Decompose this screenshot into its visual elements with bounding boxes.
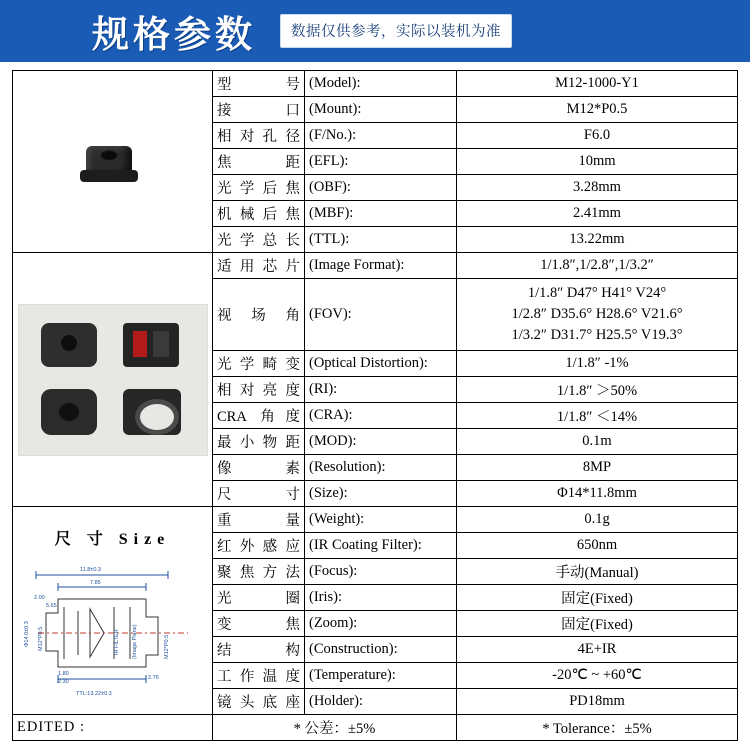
spec-label-en: (Image Format): bbox=[305, 253, 457, 279]
spec-label-en: (Zoom): bbox=[305, 611, 457, 637]
spec-label-en: (Optical Distortion): bbox=[305, 351, 457, 377]
spec-label-en: (FOV): bbox=[305, 279, 457, 351]
spec-label-cn: 型 号 bbox=[213, 71, 305, 97]
spec-label-cn: 重 量 bbox=[213, 507, 305, 533]
spec-value: -20℃ ~ +60℃ bbox=[457, 663, 738, 689]
spec-value: F6.0 bbox=[457, 123, 738, 149]
spec-value: 1/1.8″ ＞50% bbox=[457, 377, 738, 403]
tolerance-en: * Tolerance：±5% bbox=[457, 715, 738, 741]
spec-label-cn: 结 构 bbox=[213, 637, 305, 663]
spec-value: 8MP bbox=[457, 455, 738, 481]
spec-label-en: (Holder): bbox=[305, 689, 457, 715]
page-title: 规格参数 bbox=[92, 13, 256, 56]
svg-text:TTL:13.22±0.3: TTL:13.22±0.3 bbox=[75, 691, 112, 698]
spec-value: M12*P0.5 bbox=[457, 97, 738, 123]
svg-text:2.30: 2.30 bbox=[57, 679, 69, 686]
svg-text:7.85: 7.85 bbox=[89, 580, 101, 587]
spec-label-en: (MOD): bbox=[305, 429, 457, 455]
spec-label-en: (F/No.): bbox=[305, 123, 457, 149]
spec-value: 3.28mm bbox=[457, 175, 738, 201]
spec-label-cn: 镜头底座 bbox=[213, 689, 305, 715]
spec-value: 0.1m bbox=[457, 429, 738, 455]
spec-label-en: (Mount): bbox=[305, 97, 457, 123]
svg-text:M12*P0.5: M12*P0.5 bbox=[163, 634, 170, 660]
spec-label-en: (Temperature): bbox=[305, 663, 457, 689]
spec-label-en: (EFL): bbox=[305, 149, 457, 175]
header-note: 数据仅供参考，实际以装机为准 bbox=[280, 14, 512, 48]
spec-value: 固定(Fixed) bbox=[457, 585, 738, 611]
footer-row bbox=[13, 715, 738, 741]
spec-label-cn: 接 口 bbox=[213, 97, 305, 123]
drawing-title: 尺 寸 Size bbox=[54, 531, 171, 549]
spec-label-cn: 视 场 角 bbox=[213, 279, 305, 351]
spec-label-en: (Focus): bbox=[305, 559, 457, 585]
spec-label-en: (Weight): bbox=[305, 507, 457, 533]
spec-value: 手动(Manual) bbox=[457, 559, 738, 585]
spec-value: Φ14*11.8mm bbox=[457, 481, 738, 507]
spec-value: 1/1.8″ -1% bbox=[457, 351, 738, 377]
spec-label-en: (MBF): bbox=[305, 201, 457, 227]
spec-value: 10mm bbox=[457, 149, 738, 175]
spec-label-cn: 焦 距 bbox=[213, 149, 305, 175]
table-row bbox=[13, 507, 738, 533]
page-header bbox=[0, 0, 750, 62]
spec-label-cn: CRA 角度 bbox=[213, 403, 305, 429]
svg-text:IR FILTER: IR FILTER bbox=[113, 629, 120, 656]
table-row bbox=[13, 71, 738, 97]
spec-value: 4E+IR bbox=[457, 637, 738, 663]
spec-label-en: (RI): bbox=[305, 377, 457, 403]
spec-label-cn: 聚焦方法 bbox=[213, 559, 305, 585]
lens-photo-group bbox=[13, 253, 213, 507]
spec-label-en: (Construction): bbox=[305, 637, 457, 663]
spec-value: 650nm bbox=[457, 533, 738, 559]
svg-text:2.00: 2.00 bbox=[33, 595, 45, 602]
spec-value: 2.41mm bbox=[457, 201, 738, 227]
edited-field[interactable]: EDITED : bbox=[13, 715, 213, 741]
spec-table-body bbox=[13, 71, 738, 741]
spec-label-cn: 光学总长 bbox=[213, 227, 305, 253]
spec-label-cn: 光学后焦 bbox=[213, 175, 305, 201]
spec-value: 1/1.8″ ＜14% bbox=[457, 403, 738, 429]
spec-label-en: (Model): bbox=[305, 71, 457, 97]
spec-value: 固定(Fixed) bbox=[457, 611, 738, 637]
spec-label-cn: 红外感应 bbox=[213, 533, 305, 559]
spec-value: 1/1.8″,1/2.8″,1/3.2″ bbox=[457, 253, 738, 279]
spec-label-cn: 相对孔径 bbox=[213, 123, 305, 149]
lens-photo-single bbox=[13, 71, 213, 253]
dimension-drawing bbox=[13, 507, 213, 715]
spec-label-en: (CRA): bbox=[305, 403, 457, 429]
spec-label-cn: 像 素 bbox=[213, 455, 305, 481]
spec-table bbox=[12, 70, 738, 741]
spec-label-en: (TTL): bbox=[305, 227, 457, 253]
svg-text:5.65: 5.65 bbox=[45, 603, 57, 610]
spec-label-en: (OBF): bbox=[305, 175, 457, 201]
spec-label-cn: 变 焦 bbox=[213, 611, 305, 637]
svg-text:2.76: 2.76 bbox=[147, 675, 159, 682]
spec-value: M12-1000-Y1 bbox=[457, 71, 738, 97]
spec-value: PD18mm bbox=[457, 689, 738, 715]
spec-label-en: (Size): bbox=[305, 481, 457, 507]
svg-text:M12*P0.5: M12*P0.5 bbox=[37, 626, 44, 652]
spec-value: 13.22mm bbox=[457, 227, 738, 253]
spec-label-en: (Resolution): bbox=[305, 455, 457, 481]
spec-label-cn: 光学畸变 bbox=[213, 351, 305, 377]
svg-text:(Image Plane): (Image Plane) bbox=[131, 624, 138, 660]
svg-text:1.80: 1.80 bbox=[57, 671, 69, 678]
spec-label-cn: 机械后焦 bbox=[213, 201, 305, 227]
svg-text:Φ14.0±0.3: Φ14.0±0.3 bbox=[23, 621, 30, 648]
spec-label-cn: 尺 寸 bbox=[213, 481, 305, 507]
spec-label-cn: 相对亮度 bbox=[213, 377, 305, 403]
table-row bbox=[13, 253, 738, 279]
spec-value: 1/1.8″ D47° H41° V24° 1/2.8″ D35.6° H28.6° V21.6° 1/3.2″ D31.7° H25.5° V19.3° bbox=[457, 279, 738, 351]
tolerance-cn: * 公差：±5% bbox=[213, 715, 457, 741]
spec-value: 0.1g bbox=[457, 507, 738, 533]
spec-label-cn: 光 圈 bbox=[213, 585, 305, 611]
spec-label-en: (IR Coating Filter): bbox=[305, 533, 457, 559]
spec-label-cn: 最小物距 bbox=[213, 429, 305, 455]
svg-text:11.8±0.3: 11.8±0.3 bbox=[79, 567, 101, 574]
spec-label-cn: 工作温度 bbox=[213, 663, 305, 689]
spec-table-wrap bbox=[12, 70, 738, 746]
spec-label-en: (Iris): bbox=[305, 585, 457, 611]
spec-label-cn: 适用芯片 bbox=[213, 253, 305, 279]
